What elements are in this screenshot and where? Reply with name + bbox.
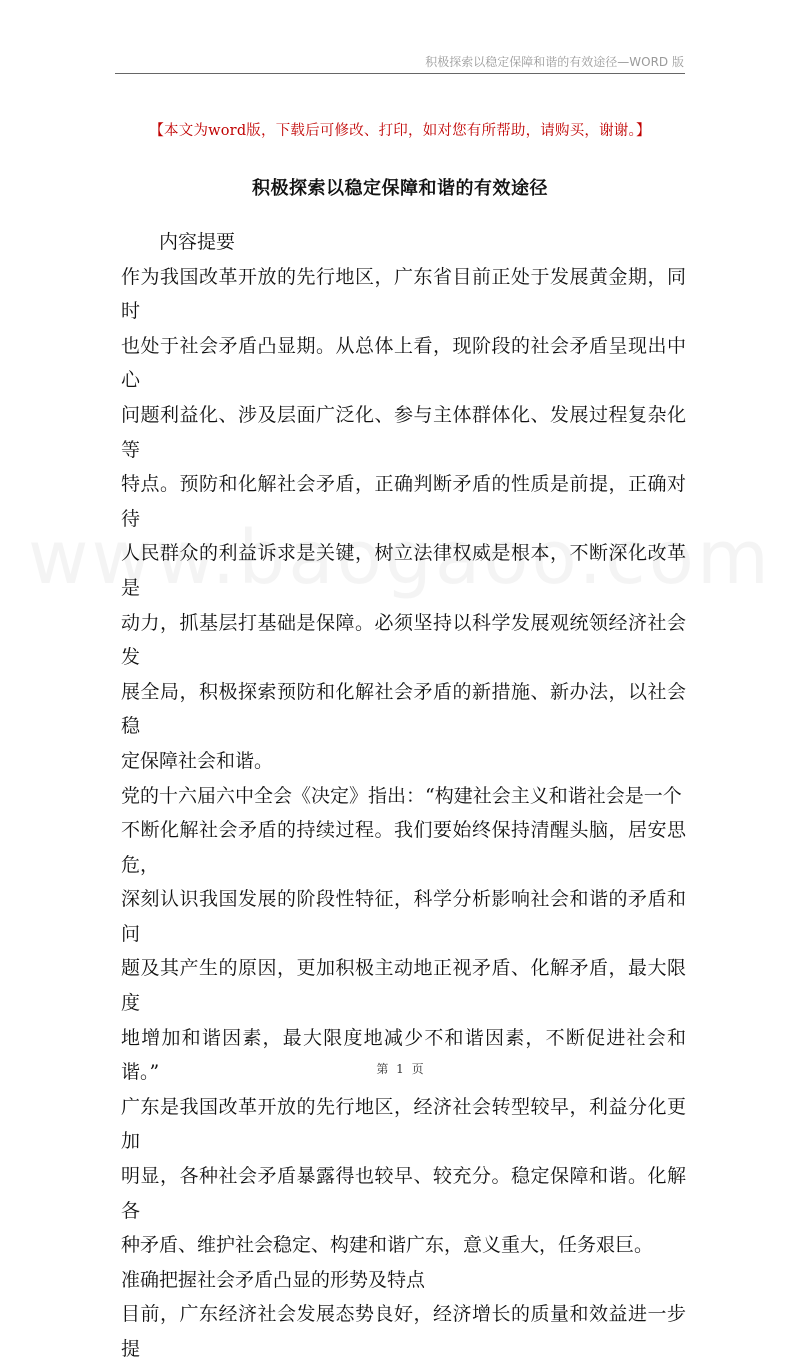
body-paragraph: 作为我国改革开放的先行地区，广东省目前正处于发展黄金期，同时 也处于社会矛盾凸显期。从总体上看，现阶段的社会矛盾呈现出中心 问题利益化、涉及层面广泛化、参与主体群体化、发展过程复杂化等 特点。预防和化解社会矛盾，正确判断矛盾的性质是前提，正确对待 人民群众的利益诉求是关键，树立法律权威是根本，不断深化改革是 动力，抓基层打基础是保障。必须坚持以科学发展观统领经济社会发 展全局，积极探索预防和化解社会矛盾的新措施、新办法，以社会稳 定保障社会和谐。	[121, 265, 686, 772]
page-prefix: 第	[376, 1062, 389, 1076]
body-paragraph: 目前，广东经济社会发展态势良好，经济增长的质量和效益进一步提	[121, 1303, 686, 1360]
header-divider	[115, 73, 685, 74]
document-title: 积极探索以稳定保障和谐的有效途径	[252, 178, 548, 199]
abstract-heading: 内容提要	[159, 231, 236, 253]
section-heading: 准确把握社会矛盾凸显的形势及特点	[121, 1268, 426, 1291]
document-body	[121, 225, 686, 1367]
page-number: 1	[396, 1062, 404, 1076]
body-paragraph: 党的十六届六中全会《决定》指出：“构建社会主义和谐社会是一个 不断化解社会矛盾的持续过程。我们要始终保持清醒头脑，居安思危， 深刻认识我国发展的阶段性特征，科学分析影响社会和谐的矛盾和问 题及其产生的原因，更加积极主动地正视矛盾、化解矛盾，最大限度 地增加和谐因素，最大限度地减少不和谐因素，不断促进社会和谐。”	[121, 784, 686, 1084]
page-footer	[0, 1060, 800, 1077]
purchase-notice: 【本文为word版，下载后可修改、打印，如对您有所帮助，请购买，谢谢。】	[149, 123, 651, 139]
body-paragraph: 广东是我国改革开放的先行地区，经济社会转型较早，利益分化更加 明显，各种社会矛盾暴露得也较早、较充分。稳定保障和谐。化解各 种矛盾、维护社会稳定、构建和谐广东，意义重大，任务艰巨。	[121, 1095, 686, 1257]
page-suffix: 页	[411, 1062, 424, 1076]
running-header: 积极探索以稳定保障和谐的有效途径—WORD 版	[425, 55, 684, 69]
